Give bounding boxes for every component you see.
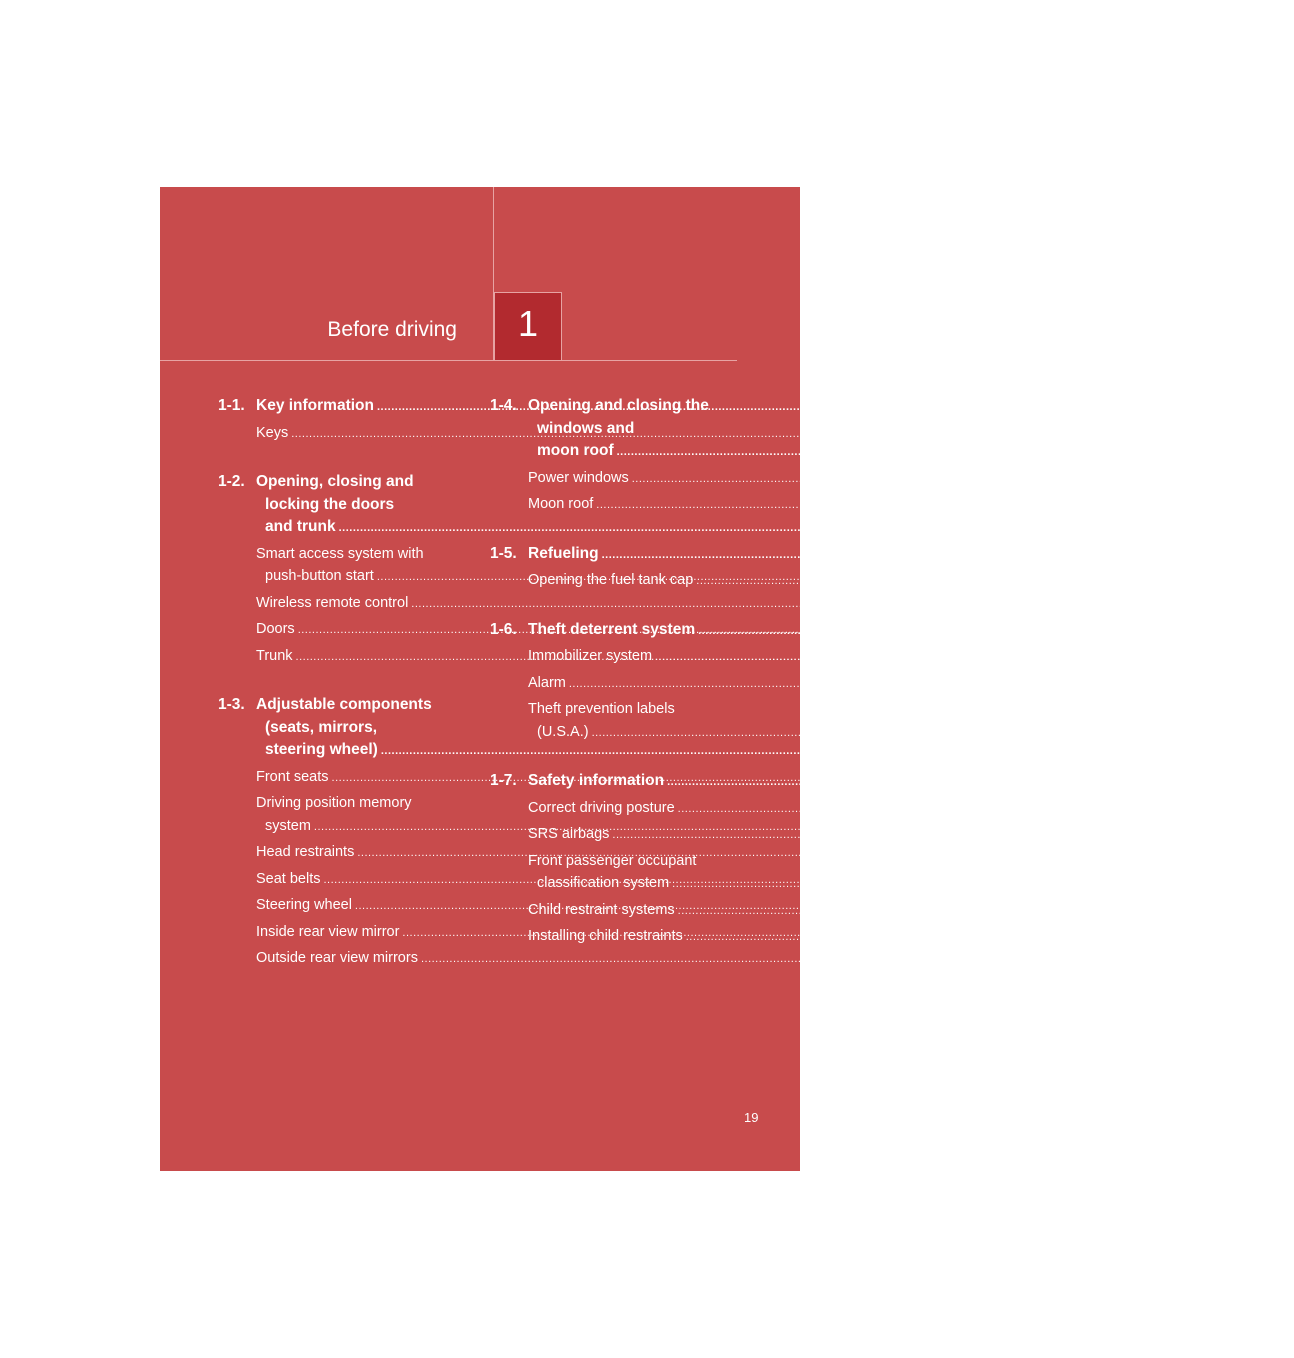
toc-item-page-number: 51 (936, 844, 953, 860)
toc-item-page-number: 80 (1191, 826, 1208, 842)
section-page-number: 45 (959, 741, 978, 758)
toc-item-list (528, 467, 1227, 517)
toc-item[interactable] (528, 698, 1187, 744)
section-page-number: 78 (1246, 772, 1264, 789)
toc-item[interactable] (256, 592, 1007, 616)
section-title-line (528, 770, 1263, 794)
toc-item-text: Outside rear view mirrors (256, 950, 418, 966)
toc-item-page-number: 102 (1264, 928, 1290, 944)
section-number: 1-6. (490, 620, 517, 638)
toc-item-page-number: 67 (1175, 496, 1192, 512)
leader-dots (602, 544, 1178, 567)
toc-item-line (528, 467, 1227, 491)
divider-horizontal (160, 360, 737, 361)
toc-item-page-number: 61 (981, 923, 998, 940)
section-title-text: Refueling (528, 544, 599, 562)
toc-item-page-number: 62 (1000, 950, 1017, 966)
section-title-line (528, 619, 1294, 643)
toc-item-page-number: 77 (1170, 723, 1187, 740)
section-title-text: Opening, closing and (256, 473, 414, 490)
section-title-text: Adjustable components (256, 696, 432, 713)
toc-item-text: (U.S.A.) (537, 723, 589, 740)
toc-item-text: Moon roof (528, 496, 594, 512)
section-title-line (528, 440, 1213, 464)
toc-item-page-number: 47 (893, 817, 910, 834)
section-title-text: (seats, mirrors, (265, 718, 377, 736)
toc-item-line (528, 672, 1165, 696)
toc-item[interactable] (528, 493, 1192, 517)
toc-item-page-number: 73 (1234, 648, 1251, 664)
toc-item-text: Head restraints (256, 844, 355, 860)
section-title-text: locking the doors (265, 495, 395, 513)
leader-dots (592, 722, 1168, 745)
toc-item-text: push-button start (265, 568, 374, 584)
section-title-line (528, 395, 1213, 418)
toc-item-line (528, 721, 1187, 745)
toc-item-text: Front seats (256, 768, 329, 785)
toc-item-line (528, 493, 1192, 517)
toc-item-page-number: 75 (1147, 674, 1165, 691)
section-title-text: steering wheel) (265, 741, 378, 758)
toc-item-text: Doors (256, 621, 295, 637)
section-title-line (528, 543, 1198, 567)
toc-item-text: Smart access system with (256, 545, 424, 562)
toc-item-text: Installing child restraints (528, 928, 683, 944)
toc-item-text: Immobilizer system (528, 648, 653, 664)
toc-item[interactable] (528, 797, 1273, 821)
toc-item-line (256, 947, 1017, 971)
page-number: 19 (744, 1110, 759, 1125)
chapter-number: 1 (517, 302, 539, 344)
toc-item-page-number: 60 (934, 897, 951, 913)
toc-item-text: Driving position memory (256, 795, 412, 811)
toc-item-page-number: 34 (990, 594, 1007, 611)
leader-dots (672, 873, 1248, 896)
chapter-title: Before driving (327, 318, 457, 341)
leader-dots (678, 900, 1254, 923)
leader-dots (596, 494, 1172, 517)
section-title-text: Safety information (528, 772, 665, 789)
toc-item[interactable] (528, 467, 1227, 491)
leader-dots (698, 620, 1274, 643)
toc-item-page-number: 98 (1256, 901, 1273, 918)
section-title (528, 543, 1198, 567)
leader-dots (678, 798, 1254, 821)
toc-item-text: Keys (256, 424, 289, 441)
toc-item-text: Opening the fuel tank cap (528, 572, 694, 588)
toc-item-text: Steering wheel (256, 897, 352, 913)
toc-item-line (528, 797, 1273, 821)
section-page-number: 20 (956, 397, 974, 414)
toc-item-text: Trunk (256, 647, 293, 664)
leader-dots (569, 673, 1145, 696)
section-title-text: Theft deterrent system (528, 620, 696, 638)
leader-dots (696, 570, 1272, 593)
toc-item-page-number: 22 (955, 568, 973, 584)
toc-item-page-number: 53 (902, 870, 919, 887)
section-page-number: 22 (917, 518, 935, 535)
toc-item-text: Inside rear view mirror (256, 923, 400, 940)
toc-item-text: system (265, 817, 311, 834)
section-number: 1-5. (490, 544, 517, 562)
section-page-number: 64 (1195, 442, 1213, 459)
leader-dots (667, 771, 1243, 794)
toc-item-text: Front passenger occupant (528, 852, 697, 869)
section-title (528, 770, 1263, 794)
section-title-line (528, 418, 1213, 441)
section-title-text: windows and (537, 419, 635, 437)
section-number: 1-7. (490, 772, 517, 789)
toc-item-text: Theft prevention labels (528, 701, 675, 717)
toc-item-text: SRS airbags (528, 826, 610, 842)
toc-item-page-number: 70 (1275, 572, 1292, 588)
leader-dots (655, 646, 1231, 669)
toc-item-page-number: 78 (1256, 799, 1273, 816)
section-title (528, 619, 1294, 643)
section-title-text: moon roof (537, 442, 614, 459)
toc-item-text: Seat belts (256, 870, 321, 887)
toc-item-page-number: 45 (910, 768, 927, 785)
toc-item-line (528, 698, 738, 721)
toc-item-text: Child restraint systems (528, 901, 675, 918)
toc-item-line (256, 543, 466, 566)
toc-item-page-number: 92 (1251, 875, 1268, 891)
section-title-text: Opening and closing the (528, 397, 709, 414)
toc-item-text: Alarm (528, 674, 566, 691)
section-page-number: 73 (1277, 620, 1294, 638)
toc-item[interactable] (256, 947, 1017, 971)
toc-item-text: Wireless remote control (256, 594, 409, 611)
toc-item-page-number: 64 (1210, 469, 1227, 486)
toc-item-text: Correct driving posture (528, 799, 675, 816)
toc-item[interactable] (528, 672, 1165, 696)
section-number: 1-1. (218, 397, 245, 414)
section-title-text: Key information (256, 397, 374, 414)
toc-item-line (256, 792, 466, 815)
toc-item-page-number: 20 (870, 424, 887, 441)
leader-dots (612, 824, 1188, 847)
section-title (528, 395, 1213, 464)
section-title-text: and trunk (265, 518, 336, 535)
toc-item-page-number: 37 (876, 621, 893, 637)
toc-item-text: classification system (537, 875, 670, 891)
leader-dots (632, 468, 1208, 491)
section-number: 1-4. (490, 397, 517, 414)
leader-dots (617, 441, 1193, 464)
leader-dots (686, 926, 1262, 949)
toc-item-page-number: 42 (874, 647, 891, 664)
chapter-number-box (494, 292, 562, 360)
toc-item-line (528, 850, 738, 873)
toc-section-heading[interactable] (490, 543, 1198, 567)
section-number: 1-2. (218, 473, 245, 490)
section-page-number: 70 (1180, 544, 1198, 562)
toc-item-line (256, 592, 1007, 616)
toc-item-text: Power windows (528, 469, 629, 486)
section-number: 1-3. (218, 696, 245, 713)
